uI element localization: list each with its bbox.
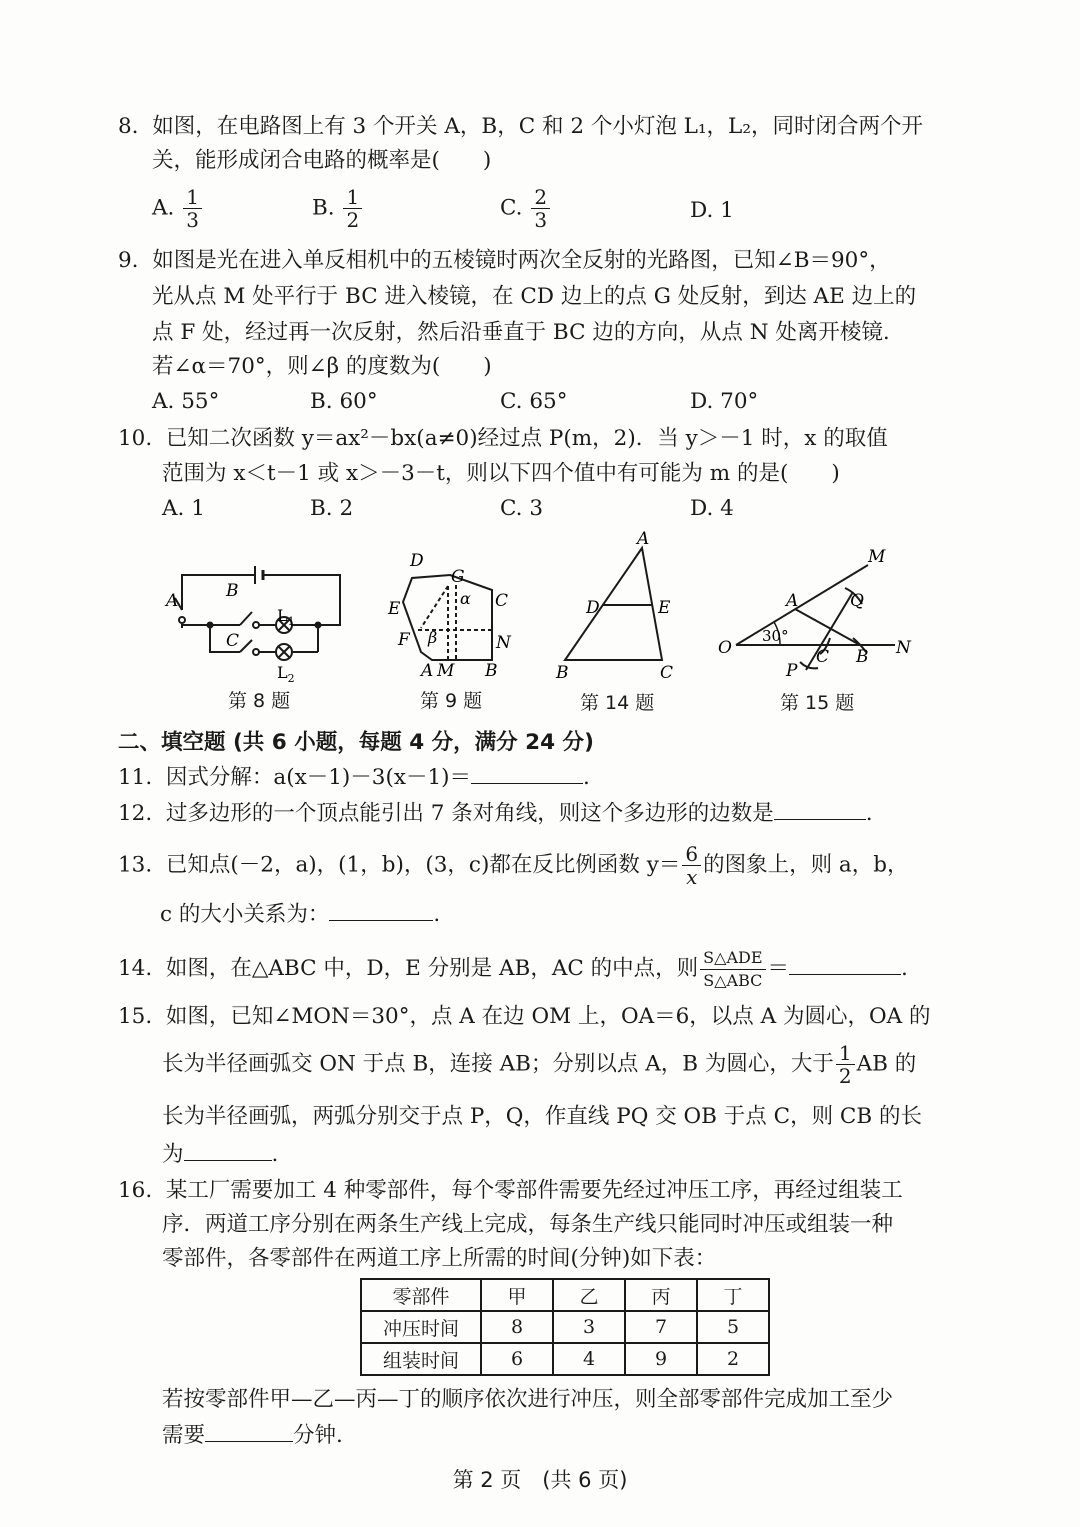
table-cell: 2 <box>697 1343 769 1375</box>
q15-line2: 长为半径画弧交 ON 于点 B，连接 AB；分别以点 A，B 为圆心，大于 $\frac{1}{2}$ AB 的 <box>162 1041 917 1088</box>
fig14-label-b: B <box>556 663 569 683</box>
q11: 11. 因式分解：a(x－1)－3(x－1)＝ . <box>118 761 590 793</box>
fig9-label-alpha: α <box>460 589 471 608</box>
fig9-caption: 第 9 题 <box>420 690 483 712</box>
figures-row <box>0 530 1080 720</box>
q15-answer-blank[interactable] <box>184 1138 272 1161</box>
table-cell: 9 <box>625 1343 697 1375</box>
q9-line1: 9. 如图是光在进入单反相机中的五棱镜时两次全反射的光路图，已知∠B＝90°， <box>118 248 891 273</box>
q9-line3: 点 F 处，经过再一次反射，然后沿垂直于 BC 边的方向，从点 N 处离开棱镜. <box>152 320 890 345</box>
table-header-row <box>361 1279 769 1311</box>
fig14-triangle <box>565 548 662 660</box>
fig9-label-c: C <box>495 591 509 611</box>
fig8-caption: 第 8 题 <box>228 690 291 712</box>
q16-line1: 16. 某工厂需要加工 4 种零部件，每个零部件需要先经过冲压工序，再经过组装工 <box>118 1178 903 1203</box>
q9-option-c: C. 65° <box>500 389 568 414</box>
fig9-label-g: G <box>451 567 465 587</box>
fig15-label-angle: 30° <box>762 627 789 645</box>
q8-option-d: D. 1 <box>690 198 734 223</box>
fig9-label-f: F <box>398 630 410 650</box>
section-2-title: 二、填空题 (共 6 小题，每题 4 分，满分 24 分) <box>118 730 594 755</box>
table-cell: 6 <box>481 1343 553 1375</box>
q15-line3: 长为半径画弧，两弧分别交于点 P，Q，作直线 PQ 交 OB 于点 C，则 CB 的长 <box>162 1104 922 1129</box>
fig15-label-m: M <box>868 547 886 567</box>
table-row <box>361 1311 769 1343</box>
q9-line4: 若∠α＝70°，则∠β 的度数为( ) <box>152 354 492 379</box>
q8-option-a: A. $\frac{1}{3}$ <box>152 186 204 231</box>
fig9-label-e: E <box>388 599 401 619</box>
q9-option-a: A. 55° <box>152 389 220 414</box>
fig15-label-q: Q <box>850 591 864 611</box>
table-header-cell: 甲 <box>481 1279 553 1311</box>
fig9-prism <box>403 575 492 660</box>
q10-option-d: D. 4 <box>690 496 734 521</box>
q9-option-d: D. 70° <box>690 389 759 414</box>
q10-line1: 10. 已知二次函数 y＝ax²－bx(a≠0)经过点 P(m，2)．当 y＞－1 时，x 的取值 <box>118 426 888 451</box>
table-header-cell: 乙 <box>553 1279 625 1311</box>
fig8-circuit <box>175 566 340 660</box>
table-cell: 冲压时间 <box>361 1311 481 1343</box>
fig15-label-o: O <box>718 638 732 658</box>
table-cell: 4 <box>553 1343 625 1375</box>
fig15-label-n: N <box>896 638 911 658</box>
q12: 12. 过多边形的一个顶点能引出 7 条对角线，则这个多边形的边数是 . <box>118 797 873 829</box>
fig9-label-a: A <box>421 661 434 681</box>
fig14-caption: 第 14 题 <box>580 692 655 714</box>
q14: 14. 如图，在△ABC 中，D，E 分别是 AB，AC 的中点，则 $\frac{\text{S△ADE}}{\text{S△ABC}}$ ＝ . <box>118 947 908 990</box>
table-cell: 组装时间 <box>361 1343 481 1375</box>
table-cell: 8 <box>481 1311 553 1343</box>
fig8-label-a: A <box>166 591 179 611</box>
q16-answer-blank[interactable] <box>205 1419 293 1442</box>
fig9-label-n: N <box>496 633 511 653</box>
q10-option-b: B. 2 <box>310 496 354 521</box>
q16-line5: 需要 分钟. <box>162 1419 343 1451</box>
q15-line1: 15. 如图，已知∠MON＝30°，点 A 在边 OM 上，OA＝6，以点 A 为圆心，OA 的 <box>118 1004 931 1029</box>
fig15-caption: 第 15 题 <box>780 692 855 714</box>
fig8-label-b: B <box>226 581 239 601</box>
q9-line2: 光从点 M 处平行于 BC 进入棱镜，在 CD 边上的点 G 处反射，到达 AE 边上的 <box>152 284 917 309</box>
q13-line1: 13. 已知点(－2，a)，(1，b)，(3，c)都在反比例函数 y＝ $\frac{6}{x}$ 的图象上，则 a，b， <box>118 842 909 889</box>
table-header-cell: 零部件 <box>361 1279 481 1311</box>
q13-answer-blank[interactable] <box>329 898 433 921</box>
q10-option-a: A. 1 <box>162 496 205 521</box>
q16-line2: 序．两道工序分别在两条生产线上完成，每条生产线只能同时冲压或组装一种 <box>162 1212 894 1237</box>
q10-line2: 范围为 x＜t－1 或 x＞－3－t，则以下四个值中有可能为 m 的是( ) <box>162 461 840 486</box>
q13-line2: c 的大小关系为： . <box>160 898 440 930</box>
fig9-label-b: B <box>485 661 498 681</box>
fig9-label-d: D <box>410 551 424 571</box>
fig9-label-beta: β <box>428 628 438 647</box>
q16-line3: 零部件，各零部件在两道工序上所需的时间(分钟)如下表： <box>162 1246 717 1271</box>
parts-time-table <box>360 1278 770 1376</box>
q9-option-b: B. 60° <box>310 389 378 414</box>
table-header-cell: 丙 <box>625 1279 697 1311</box>
q8-option-b: B. $\frac{1}{2}$ <box>312 186 364 231</box>
fig14-label-d: D <box>586 598 600 618</box>
fig9-label-m: M <box>437 661 455 681</box>
q16-line4: 若按零部件甲—乙—丙—丁的顺序依次进行冲压，则全部零部件完成加工至少 <box>162 1387 894 1412</box>
q14-answer-blank[interactable] <box>789 952 901 975</box>
fig15-label-c: C <box>816 647 830 667</box>
table-cell: 7 <box>625 1311 697 1343</box>
fig15-label-a: A <box>786 591 799 611</box>
fig15-label-p: P <box>786 661 798 681</box>
q8-line2: 关，能形成闭合电路的概率是( ) <box>152 148 492 173</box>
fig8-label-c: C <box>226 631 240 651</box>
q10-option-c: C. 3 <box>500 496 544 521</box>
q15-line4: 为 . <box>162 1138 278 1170</box>
table-cell: 5 <box>697 1311 769 1343</box>
fig14-label-c: C <box>660 663 674 683</box>
q11-answer-blank[interactable] <box>471 761 583 784</box>
fig15-label-b: B <box>856 647 869 667</box>
q8-option-c: C. $\frac{2}{3}$ <box>500 186 552 231</box>
fig14-label-a: A <box>637 530 650 549</box>
page-footer: 第 2 页 (共 6 页) <box>452 1468 628 1492</box>
fig8-label-l1: $L_1$ <box>277 606 295 628</box>
table-header-cell: 丁 <box>697 1279 769 1311</box>
fig14-label-e: E <box>658 598 671 618</box>
q12-answer-blank[interactable] <box>774 797 866 820</box>
fig8-label-l2: $L_2$ <box>277 663 295 685</box>
table-row <box>361 1343 769 1375</box>
table-cell: 3 <box>553 1311 625 1343</box>
q8-line1: 8. 如图，在电路图上有 3 个开关 A，B，C 和 2 个小灯泡 L₁，L₂，同时闭合两个开 <box>118 114 923 139</box>
